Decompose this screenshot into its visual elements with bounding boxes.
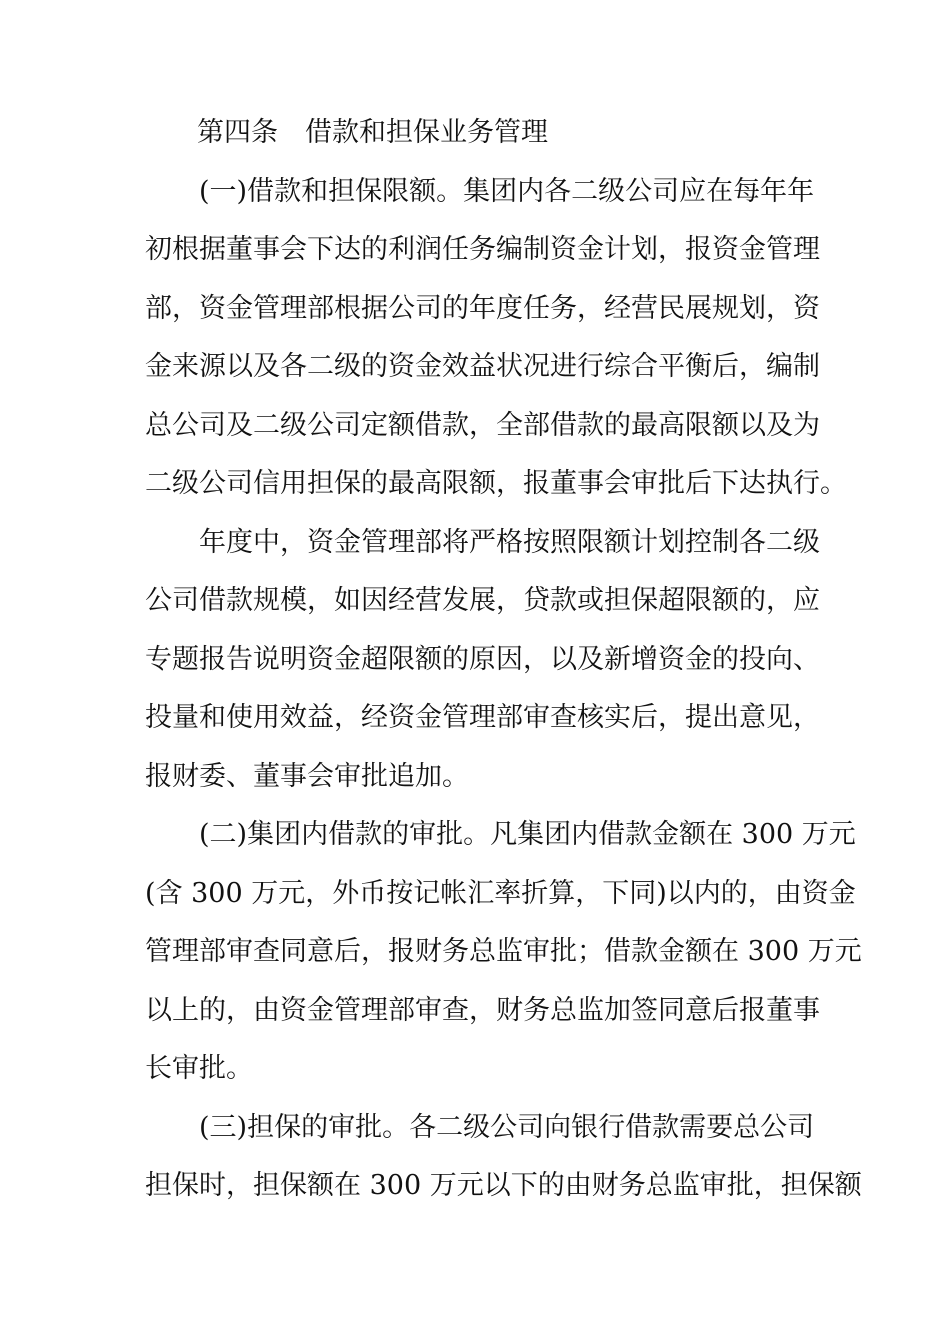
article-body [145,104,862,1216]
text-line: 部，资金管理部根据公司的年度任务，经营民展规划，资 [145,292,820,324]
text-line: 公司借款规模，如因经营发展，贷款或担保超限额的，应 [145,585,820,616]
text-line: 担保时，担保额在 300 万元以下的由财务总监审批，担保额 [145,1170,862,1201]
article-heading: 第四条 借款和担保业务管理 [197,117,548,148]
text-line: 专题报告说明资金超限额的原因，以及新增资金的投向、 [145,643,820,675]
text-line: 金来源以及各二级的资金效益状况进行综合平衡后，编制 [145,351,820,382]
text-line: 投量和使用效益，经资金管理部审查核实后，提出意见， [145,702,820,733]
text-line: 初根据董事会下达的利润任务编制资金计划，报资金管理 [145,234,820,265]
text-line: 总公司及二级公司定额借款，全部借款的最高限额以及为 [145,409,820,441]
text-line: 以上的，由资金管理部审查，财务总监加签同意后报董事 [145,994,820,1026]
text-line: (含 300 万元，外币按记帐汇率折算，下同)以内的，由资金 [145,877,856,909]
text-line: (二)集团内借款的审批。凡集团内借款金额在 300 万元 [199,819,856,850]
text-line: (三)担保的审批。各二级公司向银行借款需要总公司 [199,1111,815,1143]
text-line: 管理部审查同意后，报财务总监审批；借款金额在 300 万元 [145,936,862,967]
text-line: 报财委、董事会审批追加。 [145,760,469,792]
text-line: 二级公司信用担保的最高限额，报董事会审批后下达执行。 [145,468,847,499]
text-line: 长审批。 [145,1053,253,1084]
text-line: (一)借款和担保限额。集团内各二级公司应在每年年 [199,175,815,207]
text-line: 年度中，资金管理部将严格按照限额计划控制各二级 [199,526,820,558]
